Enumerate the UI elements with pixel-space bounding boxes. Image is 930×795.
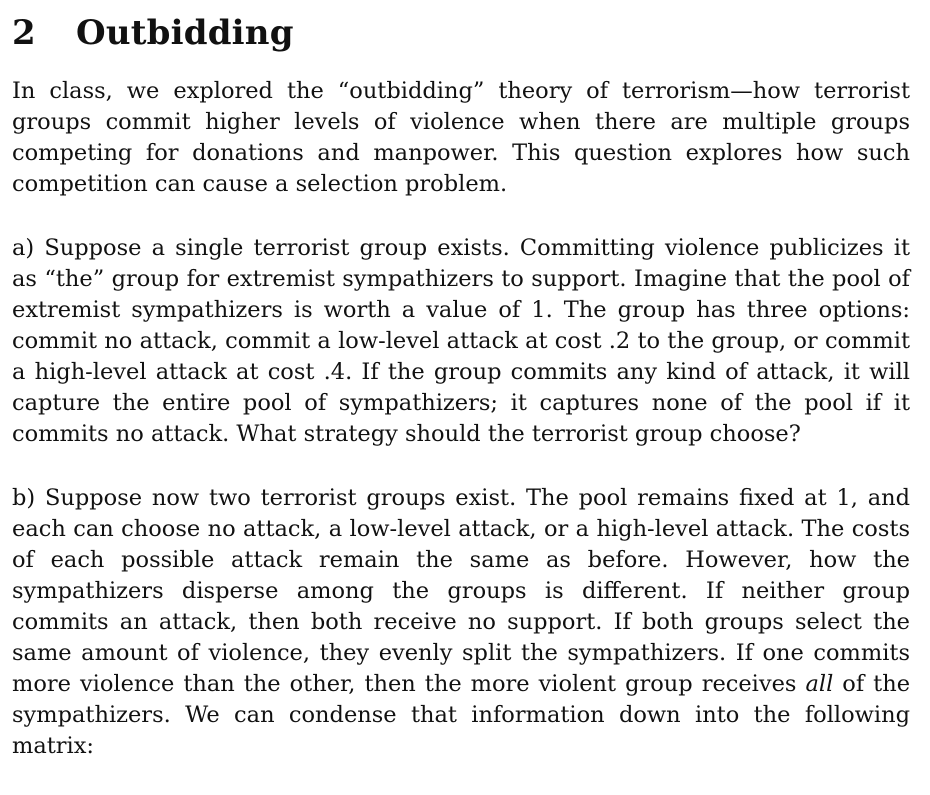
document-page [12, 12, 910, 795]
part-b-text-start: b) Suppose now two terrorist groups exist. The pool remains fixed at 1, and each can choose no attack, a low-level attack, or a high-level attack. The costs of each possible attack remain the same as before. However, how the sympathizers disperse among the groups is different. If neither group commits an attack, then both receive no support. If both groups select the same amount of violence, they evenly split the sympathizers. If one commits more violence than the other, then the more violent group receives [12, 485, 910, 697]
part-b-emphasis: all [805, 671, 834, 697]
section-title: Outbidding [76, 13, 294, 53]
part-b-text-end: of the sympathizers. We can condense that information down into the following matrix: [12, 671, 911, 759]
part-a-paragraph: a) Suppose a single terrorist group exists. Committing violence publicizes it as “the” group for extremist sympathizers to support. Imagine that the pool of extremist sympathizers is worth a value of 1. The group has three options: commit no attack, commit a low-level attack at cost .2 to the group, or commit a high-level attack at cost .4. If the group commits any kind of attack, it will capture the entire pool of sympathizers; it captures none of the pool if it commits no attack. What strategy should the terrorist group choose? [12, 235, 910, 447]
section-number: 2 [12, 13, 36, 53]
part-b-paragraph [12, 483, 910, 762]
section-heading [12, 12, 910, 54]
intro-paragraph: In class, we explored the “outbidding” theory of terrorism—how terrorist groups commit higher levels of violence when there are multiple groups competing for donations and manpower. This question explores how such competition can cause a selection problem. [12, 78, 910, 197]
